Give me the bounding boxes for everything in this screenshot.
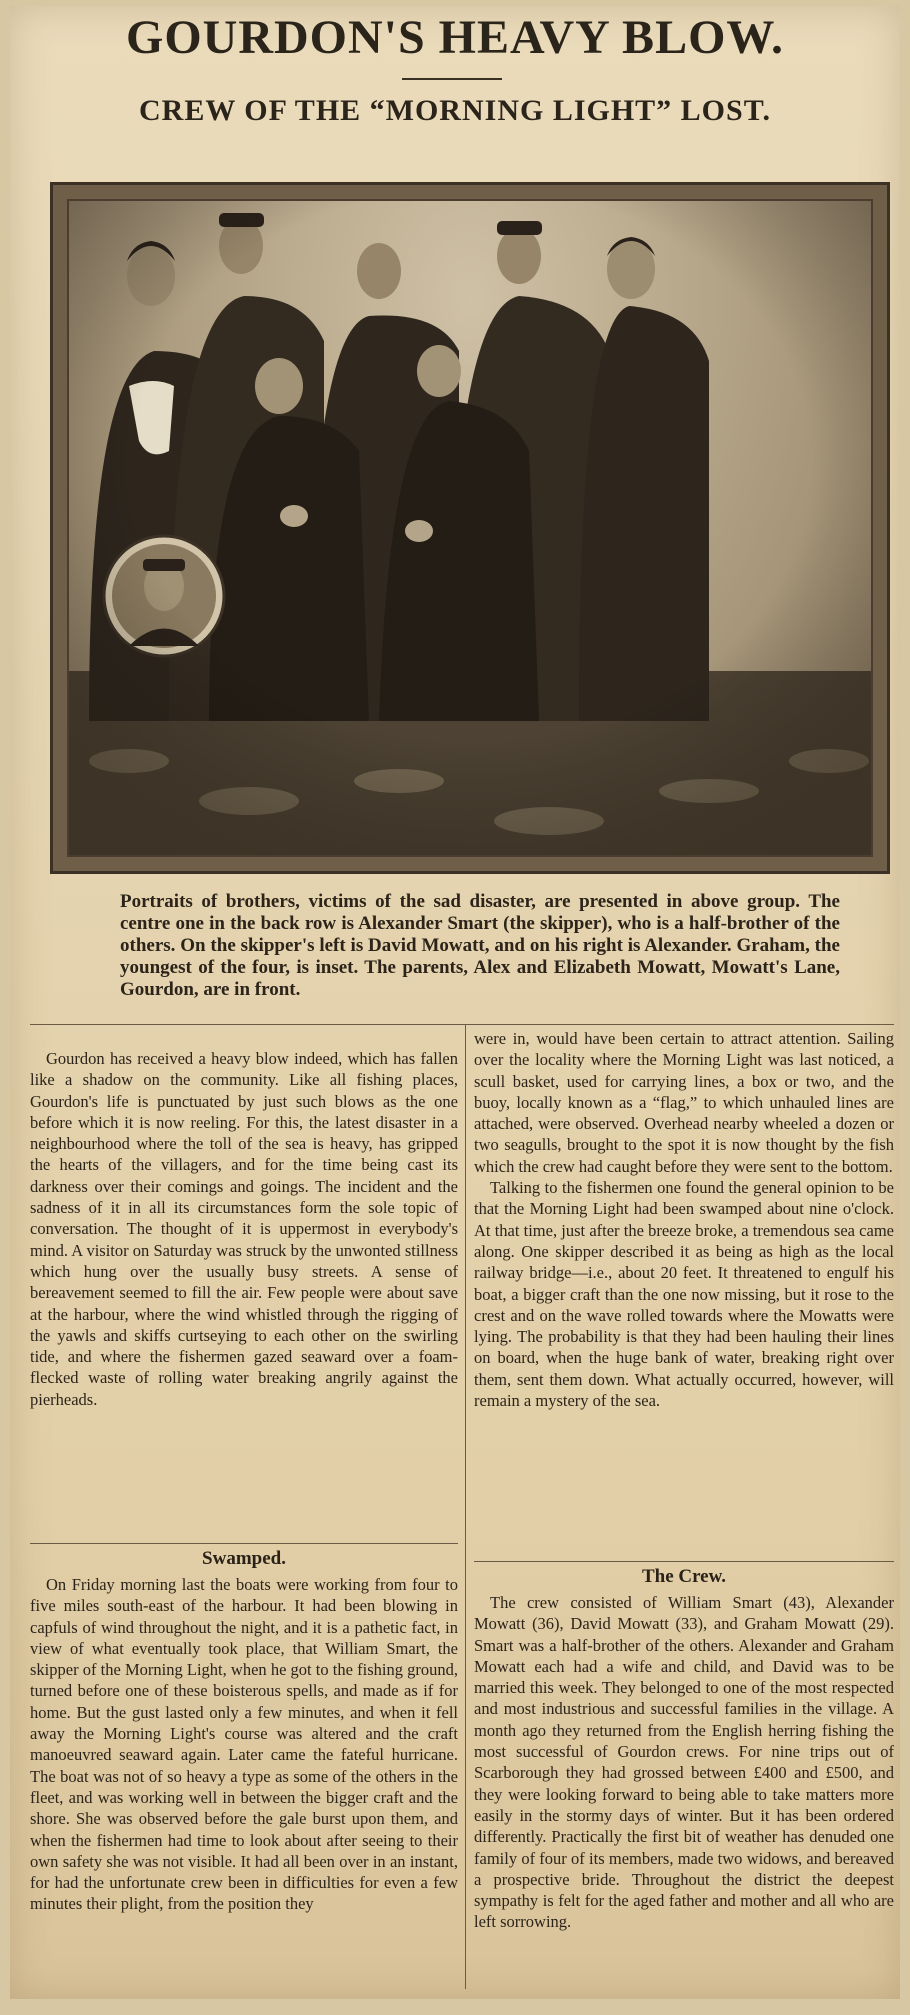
subheadline: CREW OF THE “MORNING LIGHT” LOST. bbox=[139, 94, 771, 127]
headline: GOURDON'S HEAVY BLOW. bbox=[125, 11, 785, 64]
newspaper-clipping bbox=[10, 6, 900, 1999]
article-column-2 bbox=[474, 1028, 894, 1411]
caption-divider bbox=[30, 1024, 894, 1025]
article-paragraph: The crew consisted of William Smart (43), Alexander Mowatt (36), David Mowatt (33), and Graham Mowatt (29). Smart was a half-brother of the others. Alexander and Graham Mowatt each had a wife and child, and David was to be married this week. They belonged to one of the most respected and most industrious and successful families in the village. A month ago they returned from the English herring fishing the most successful of Gourdon crews. For nine trips out of Scarborough they had grossed between £400 and £500, and they were looking forward to being able to take matters more easily in the stormy days of winter. But it has been ordered differently. Practically the first bit of weather has denuded one family of four of its members, made two widows, and bereaved a prospective bride. Throughout the district the deepest sympathy is felt for the aged father and mother and all who are left sorrowing. bbox=[474, 1593, 894, 1932]
crew-heading: The Crew. bbox=[641, 1566, 727, 1587]
article-paragraph: Talking to the fishermen one found the general opinion to be that the Morning Light had been swamped about nine o'clock. At that time, just after the breeze broke, a tremendous sea came along. One skipper described it as being as high as the local railway bridge—i.e., about 20 feet. It threatened to engulf his boat, a bigger craft than the one now missing, but it rose to the crest and on the wave rolled towards where the Mowatts were lying. The probability is that they had been hauling their lines on board, when the huge bank of water, breaking right over them, sent them down. What actually occurred, however, will remain a mystery of the sea. bbox=[474, 1178, 894, 1411]
group-photograph bbox=[67, 199, 873, 857]
article-paragraph: Gourdon has received a heavy blow indeed, which has fallen like a shadow on the community. Like all fishing places, Gourdon's life is punctuated by just such blows as the one before which it is now reeling. For this, the latest disaster in a neighbourhood where the toll of the sea is heavy, has gripped the hearts of the villagers, and for the time being cast its darkness over their comings and goings. The incident and the sadness of it in all its circumstances form the sole topic of conversation. The thought of it is uppermost in everybody's mind. A visitor on Saturday was struck by the unwonted stillness which hung over the usually busy streets. A sense of bereavement seemed to fill the air. Few people were about save at the harbour, where the wind whistled through the rigging of the yawls and skiffs curtseying to each other on the swirling tide, and where the fishermen gazed seaward over a foam-flecked waste of rolling water breaking angrily against the pierheads. bbox=[30, 1049, 458, 1409]
group-photograph-frame bbox=[50, 182, 890, 874]
headline-divider bbox=[402, 78, 502, 80]
article-paragraph: were in, would have been certain to attract attention. Sailing over the locality where the Morning Light was last noticed, a scull basket, used for carrying lines, a box or two, and the buoy, locally known as a “flag,” to which unhauled lines are attached, were observed. Overhead nearby wheeled a dozen or two seagulls, brought to the spot it is now thought by the fish which the crew had caught before they were sent to the bottom. bbox=[474, 1029, 894, 1176]
article-paragraph: On Friday morning last the boats were working from four to five miles south-east of the harbour. It had been blowing in capfuls of wind throughout the night, and it is a pathetic fact, in view of what eventually took place, that William Smart, the skipper of the Morning Light, when he got to the fishing ground, turned before one of these boisterous spells, and made as if for home. But the gust lasted only a few minutes, and when it fell away the Morning Light's course was altered and the craft manoeuvred seaward again. Later came the fateful hurricane. The boat was not of so heavy a type as some of the others in the fleet, and was working well in between the bigger craft and the shore. She was observed before the gale burst upon them, and when the fishermen had time to look about after seeing to their own safety she was not visible. It had all been over in an instant, for had the unfortunate crew been in difficulties for even a few minutes their plight, from the position they bbox=[30, 1575, 458, 1914]
section-divider bbox=[30, 1543, 458, 1544]
article-column-2-continued bbox=[474, 1592, 894, 1933]
column-divider bbox=[465, 1024, 466, 1989]
swamped-heading: Swamped. bbox=[202, 1548, 286, 1569]
group-photograph-figures bbox=[69, 201, 873, 857]
section-divider bbox=[474, 1561, 894, 1562]
article-column-1-continued bbox=[30, 1574, 458, 1915]
article-column-1 bbox=[30, 1048, 458, 1410]
photo-caption: Portraits of brothers, victims of the sad disaster, are presented in above group. The centre one in the back row is Alexander Smart (the skipper), who is a half-brother of the others. On the skipper's left is David Mowatt, and on his right is Alexander. Graham, the youngest of the four, is inset. The parents, Alex and Elizabeth Mowatt, Mowatt's Lane, Gourdon, are in front. bbox=[120, 891, 840, 1000]
